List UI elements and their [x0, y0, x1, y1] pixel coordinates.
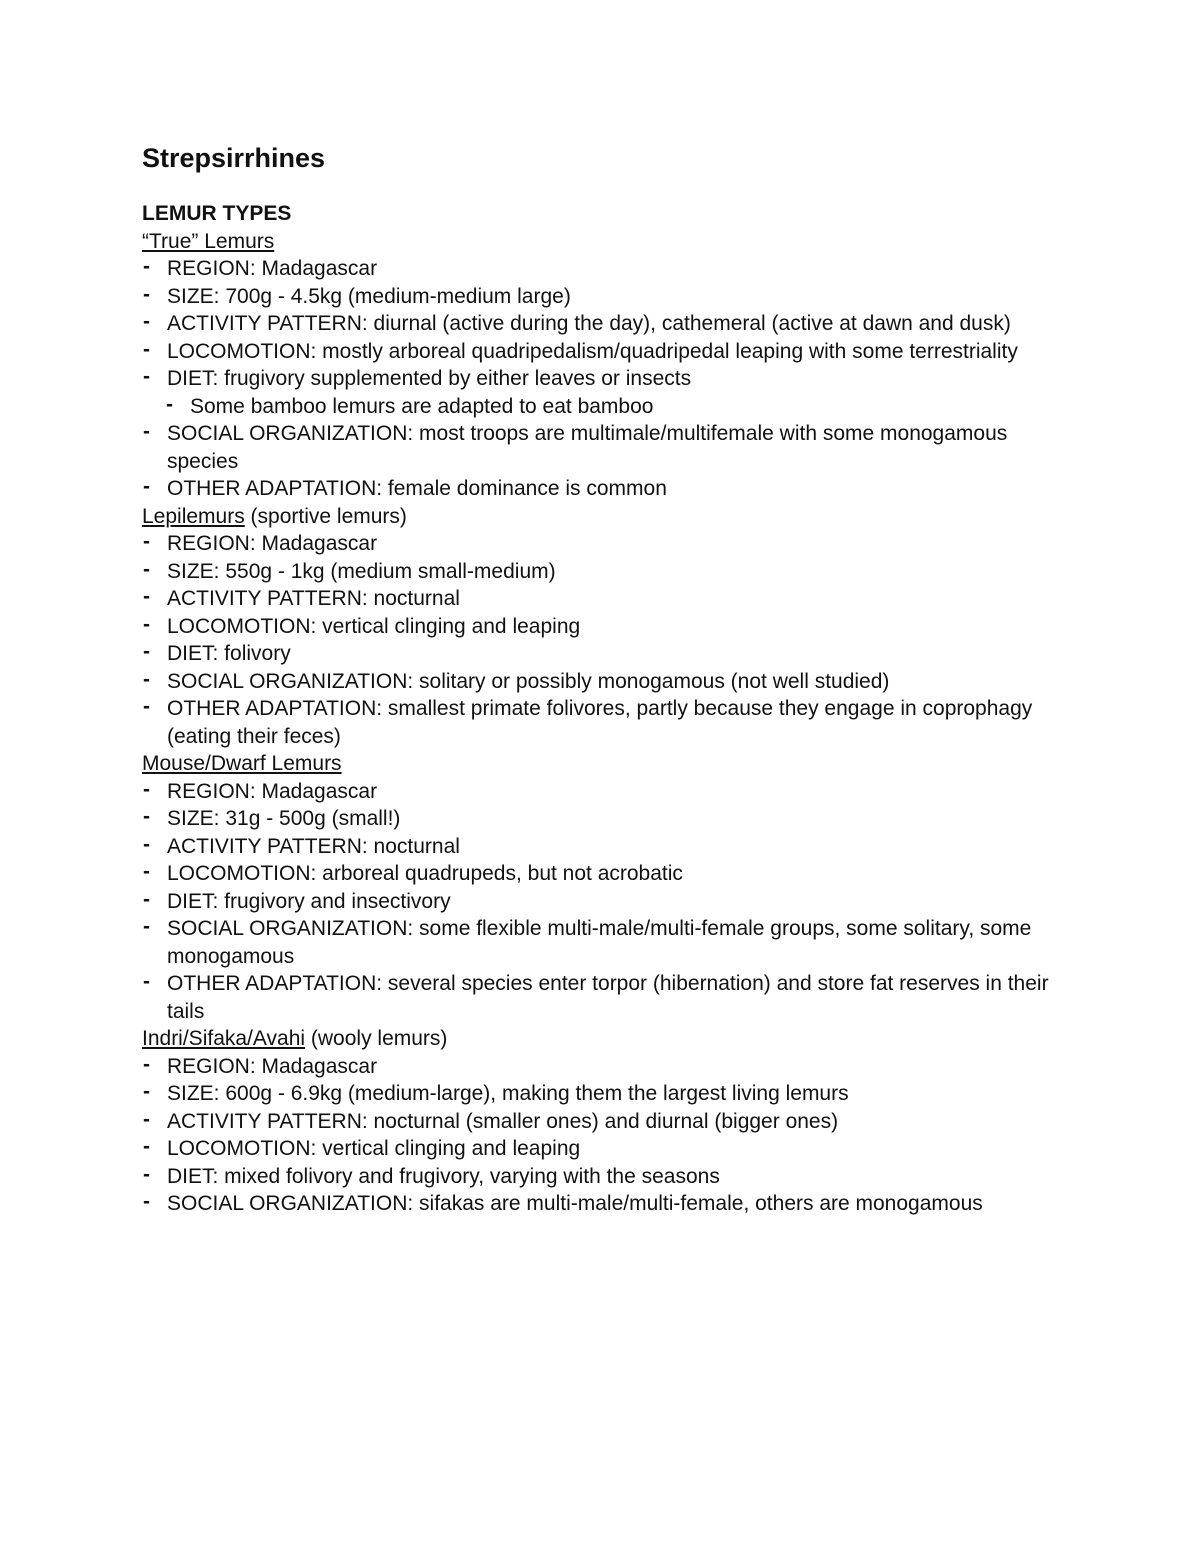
lemur-group	[142, 228, 1062, 503]
group-qualifier: (sportive lemurs)	[244, 504, 407, 528]
sub-list-item: - Some bamboo lemurs are adapted to eat bamboo	[142, 393, 1062, 421]
group-name: Indri/Sifaka/Avahi	[142, 1027, 306, 1050]
group-name: Lepilemurs	[142, 504, 245, 528]
list-item: - OTHER ADAPTATION: smallest primate folivores, partly because they engage in coprophagy (eating their feces)	[142, 695, 1062, 750]
section-heading: LEMUR TYPES	[142, 202, 292, 225]
list-item: - SIZE: 31g - 500g (small!)	[142, 805, 1062, 833]
list-item: - REGION: Madagascar	[142, 530, 1062, 558]
attribute-list	[142, 778, 1062, 1026]
list-item: - SOCIAL ORGANIZATION: most troops are multimale/multifemale with some monogamous species	[142, 420, 1062, 475]
group-heading	[142, 503, 1062, 531]
group-name: “True” Lemurs	[142, 229, 275, 253]
group-heading	[142, 228, 1062, 256]
lemur-group	[142, 750, 1062, 1025]
group-name: Mouse/Dwarf Lemurs	[142, 752, 342, 775]
list-item: - SIZE: 600g - 6.9kg (medium-large), making them the largest living lemurs	[142, 1080, 1062, 1108]
list-item: - SOCIAL ORGANIZATION: solitary or possibly monogamous (not well studied)	[142, 668, 1062, 696]
page-title: Strepsirrhines	[142, 143, 326, 173]
list-item: - DIET: folivory	[142, 640, 1062, 668]
list-item: - REGION: Madagascar	[142, 778, 1062, 806]
list-item: - REGION: Madagascar	[142, 255, 1062, 283]
list-item: - REGION: Madagascar	[142, 1053, 1062, 1081]
list-item: - DIET: frugivory supplemented by either leaves or insects	[142, 365, 1062, 393]
attribute-list	[142, 255, 1062, 503]
document-page	[142, 140, 1062, 1218]
list-item: - ACTIVITY PATTERN: nocturnal	[142, 833, 1062, 861]
list-item: - LOCOMOTION: arboreal quadrupeds, but not acrobatic	[142, 860, 1062, 888]
list-item: - LOCOMOTION: vertical clinging and leaping	[142, 1135, 1062, 1163]
attribute-list	[142, 530, 1062, 750]
list-item: - LOCOMOTION: vertical clinging and leaping	[142, 613, 1062, 641]
group-heading	[142, 1025, 1062, 1053]
group-qualifier: (wooly lemurs)	[305, 1027, 448, 1050]
lemur-group	[142, 503, 1062, 751]
list-item: - SOCIAL ORGANIZATION: sifakas are multi-male/multi-female, others are monogamous	[142, 1190, 1062, 1218]
list-item: - ACTIVITY PATTERN: nocturnal (smaller ones) and diurnal (bigger ones)	[142, 1108, 1062, 1136]
list-item: - ACTIVITY PATTERN: diurnal (active during the day), cathemeral (active at dawn and dusk)	[142, 310, 1062, 338]
lemur-group	[142, 1025, 1062, 1218]
list-item: - OTHER ADAPTATION: several species enter torpor (hibernation) and store fat reserves in their tails	[142, 970, 1062, 1025]
list-item: - DIET: frugivory and insectivory	[142, 888, 1062, 916]
list-item: - SIZE: 700g - 4.5kg (medium-medium large)	[142, 283, 1062, 311]
list-item: - OTHER ADAPTATION: female dominance is common	[142, 475, 1062, 503]
attribute-list	[142, 1053, 1062, 1218]
list-item: - SOCIAL ORGANIZATION: some flexible multi-male/multi-female groups, some solitary, some monogamous	[142, 915, 1062, 970]
list-item: - SIZE: 550g - 1kg (medium small-medium)	[142, 558, 1062, 586]
group-heading	[142, 750, 1062, 778]
list-item: - ACTIVITY PATTERN: nocturnal	[142, 585, 1062, 613]
list-item: - LOCOMOTION: mostly arboreal quadripedalism/quadripedal leaping with some terrestriality	[142, 338, 1062, 366]
list-item: - DIET: mixed folivory and frugivory, varying with the seasons	[142, 1163, 1062, 1191]
lemur-groups	[142, 228, 1062, 1218]
